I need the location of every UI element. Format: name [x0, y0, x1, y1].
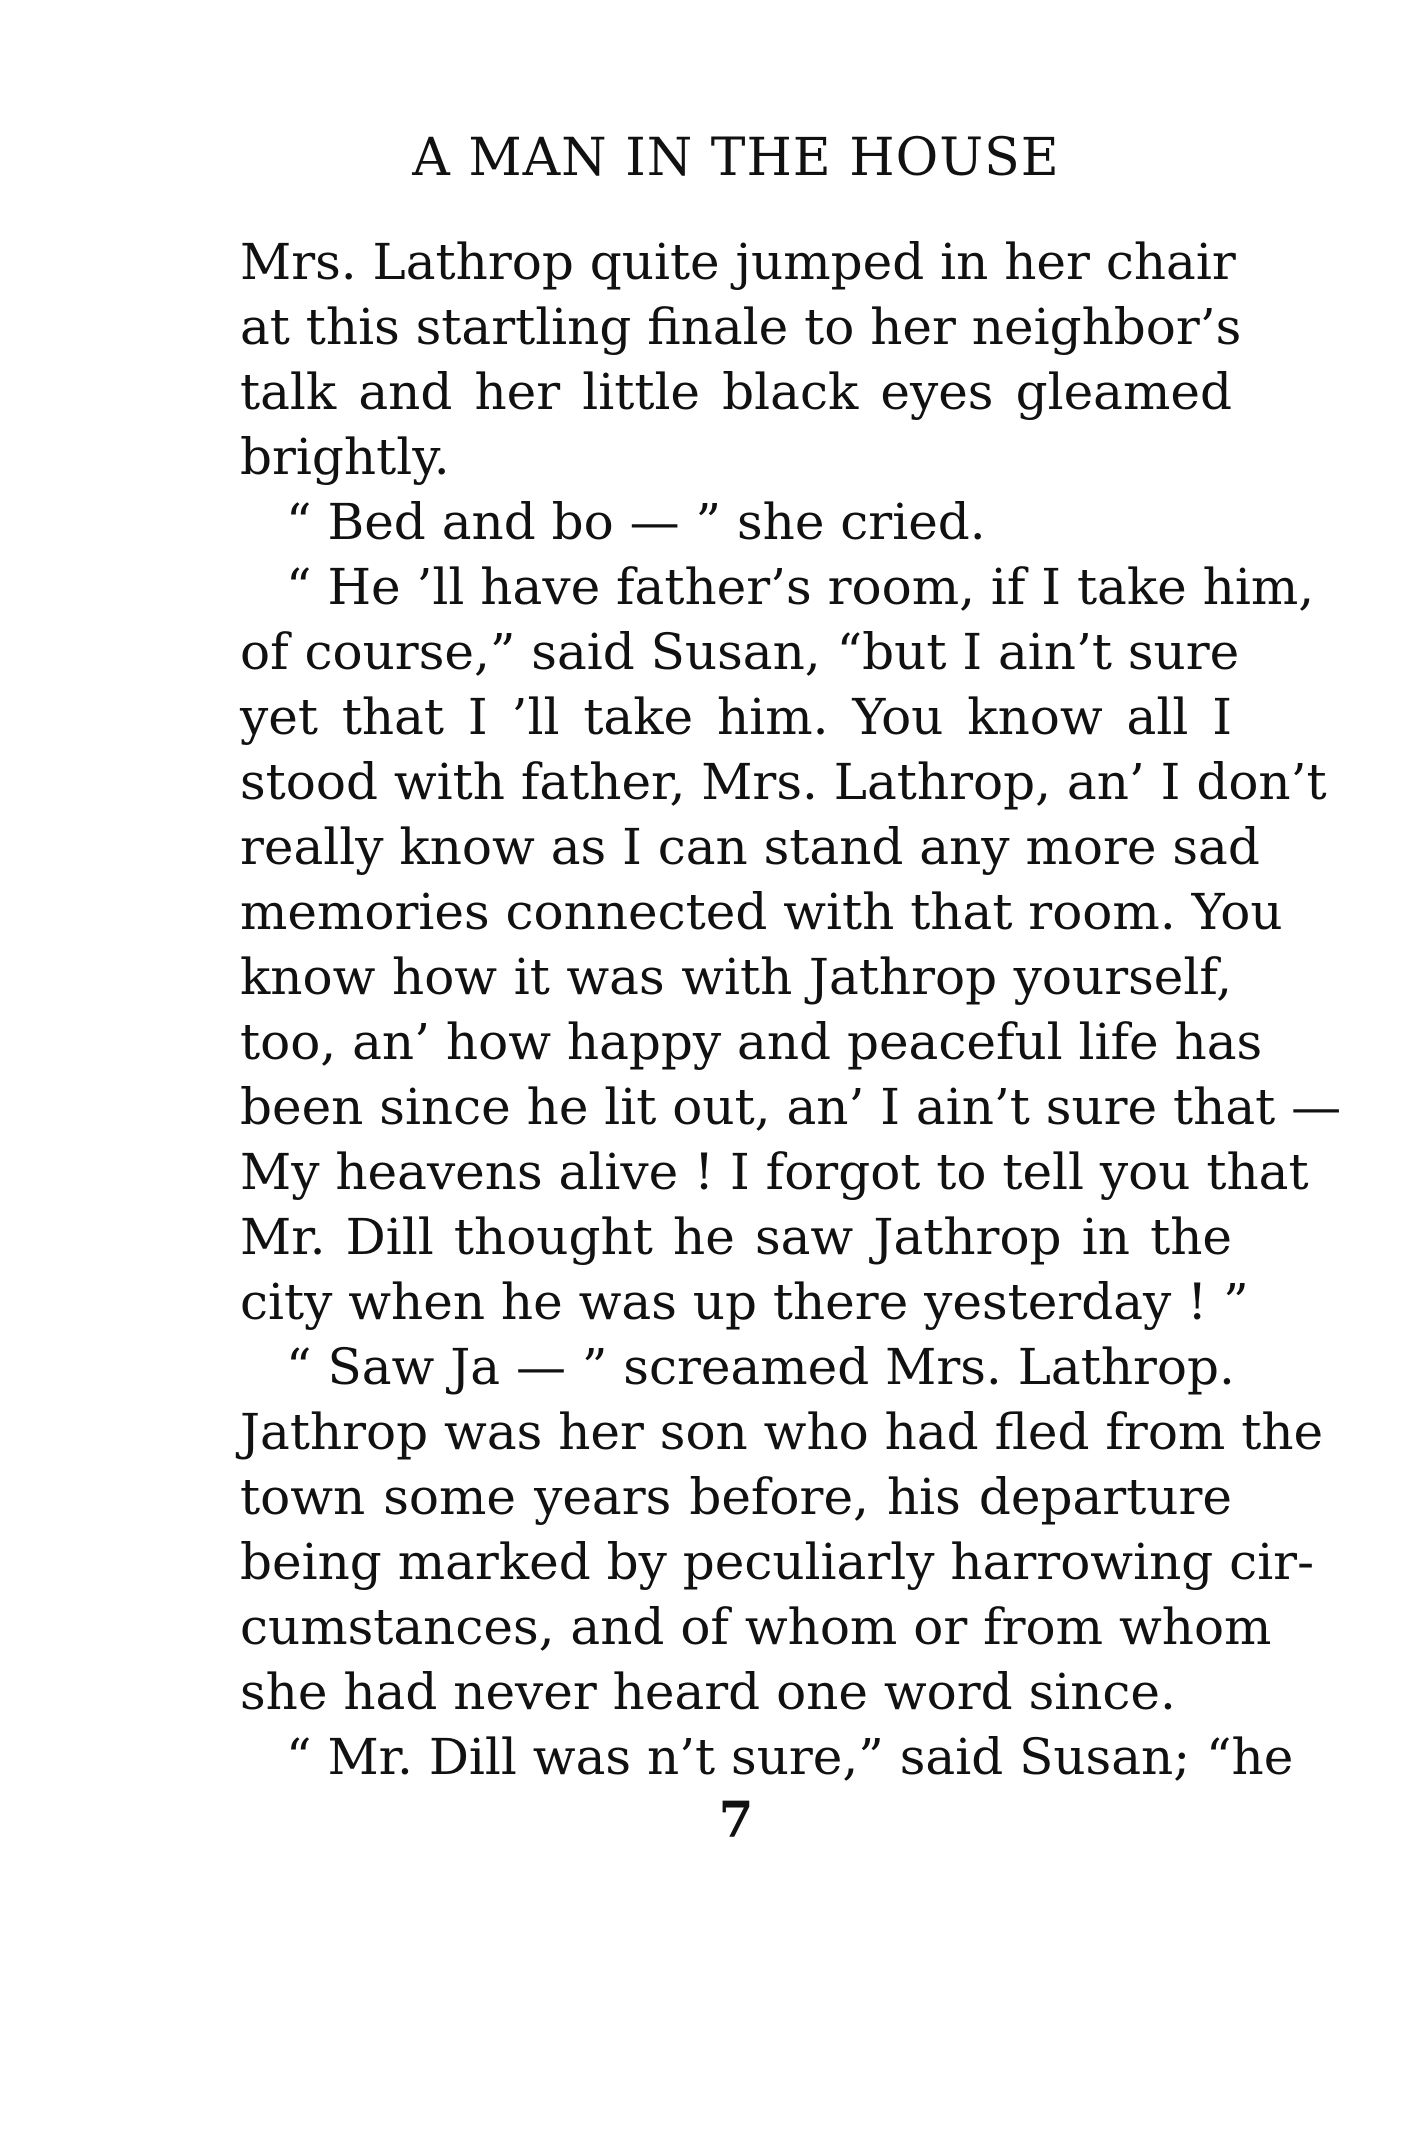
text-line: being marked by peculiarly harrowing cir- — [240, 1533, 1314, 1591]
text-line: “ Mr. Dill was n’t sure,” said Susan; “he — [286, 1728, 1294, 1786]
text-line: stood with father, Mrs. Lathrop, an’ I don’t — [240, 753, 1327, 811]
book-page — [240, 0, 1342, 2156]
text-line: “ He ’ll have father’s room, if I take him, — [286, 558, 1315, 616]
text-line: talk and her little black eyes gleamed — [240, 363, 1232, 421]
text-line: of course,” said Susan, “but I ain’t sure — [240, 623, 1240, 681]
text-line: “ Bed and bo — ” she cried. — [286, 493, 986, 551]
running-head: A MAN IN THE HOUSE — [412, 128, 1060, 188]
text-line: “ Saw Ja — ” screamed Mrs. Lathrop. — [286, 1338, 1235, 1396]
page-number: 7 — [718, 1790, 754, 1849]
text-line: at this startling finale to her neighbor’s — [240, 298, 1242, 356]
text-line: Mrs. Lathrop quite jumped in her chair — [240, 233, 1236, 291]
text-line: memories connected with that room. You — [240, 883, 1283, 941]
text-line: city when he was up there yesterday ! ” — [240, 1273, 1249, 1331]
text-line: cumstances, and of whom or from whom — [240, 1598, 1272, 1656]
text-line: Mr. Dill thought he saw Jathrop in the — [240, 1208, 1232, 1266]
text-line: she had never heard one word since. — [240, 1663, 1176, 1721]
text-line: yet that I ’ll take him. You know all I — [240, 688, 1232, 746]
text-line: been since he lit out, an’ I ain’t sure that — — [240, 1078, 1342, 1136]
text-line: brightly. — [240, 428, 450, 486]
text-line: know how it was with Jathrop yourself, — [240, 948, 1232, 1006]
text-line: really know as I can stand any more sad — [240, 818, 1260, 876]
text-line: too, an’ how happy and peaceful life has — [240, 1013, 1263, 1071]
text-line: My heavens alive ! I forgot to tell you that — [240, 1143, 1309, 1201]
text-line: Jathrop was her son who had fled from the — [240, 1403, 1324, 1461]
text-line: town some years before, his departure — [240, 1468, 1232, 1526]
body-text — [240, 230, 1342, 1790]
